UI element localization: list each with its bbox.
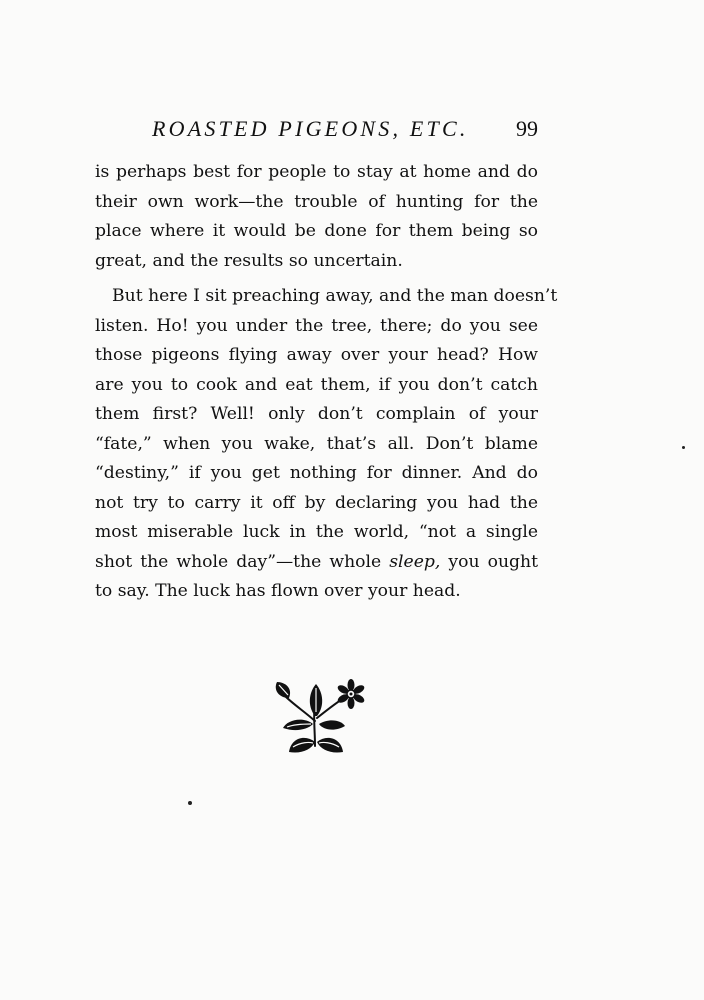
text-line: their own work—the trouble of hunting for the — [95, 191, 538, 212]
page-number: 99 — [516, 116, 538, 141]
text-line: not try to carry it off by declaring you had the — [95, 492, 538, 513]
text-line: most miserable luck in the world, “not a single — [95, 522, 538, 542]
text-line: “destiny,” if you get nothing for dinner. And do — [95, 463, 538, 483]
text-line-start: shot the whole day”—the whole — [95, 551, 382, 572]
text-line-end: you ought — [440, 551, 538, 572]
italic-word: sleep, — [389, 551, 441, 572]
paper-speck — [188, 801, 192, 805]
running-head — [95, 116, 540, 146]
body-text — [95, 158, 558, 607]
text-line: is perhaps best for people to stay at home and do — [95, 162, 538, 182]
floral-ornament-icon — [271, 676, 369, 760]
text-line: them first? Well! only don’t complain of your — [95, 404, 538, 424]
text-line: place where it would be done for them being so — [95, 221, 538, 241]
text-line — [95, 548, 538, 578]
text-line: listen. Ho! you under the tree, there; do you see — [95, 315, 538, 336]
text-line: to say. The luck has flown over your head. — [95, 581, 461, 601]
text-line: “fate,” when you wake, that’s all. Don’t blame — [95, 433, 538, 454]
text-line: great, and the results so uncertain. — [95, 250, 403, 271]
text-line: are you to cook and eat them, if you don’t catch — [95, 374, 538, 395]
text-line: those pigeons flying away over your head? How — [95, 345, 538, 365]
text-line: But here I sit preaching away, and the man doesn’t — [112, 286, 558, 306]
paper-speck — [682, 446, 685, 449]
running-title: ROASTED PIGEONS, ETC. — [152, 116, 469, 141]
